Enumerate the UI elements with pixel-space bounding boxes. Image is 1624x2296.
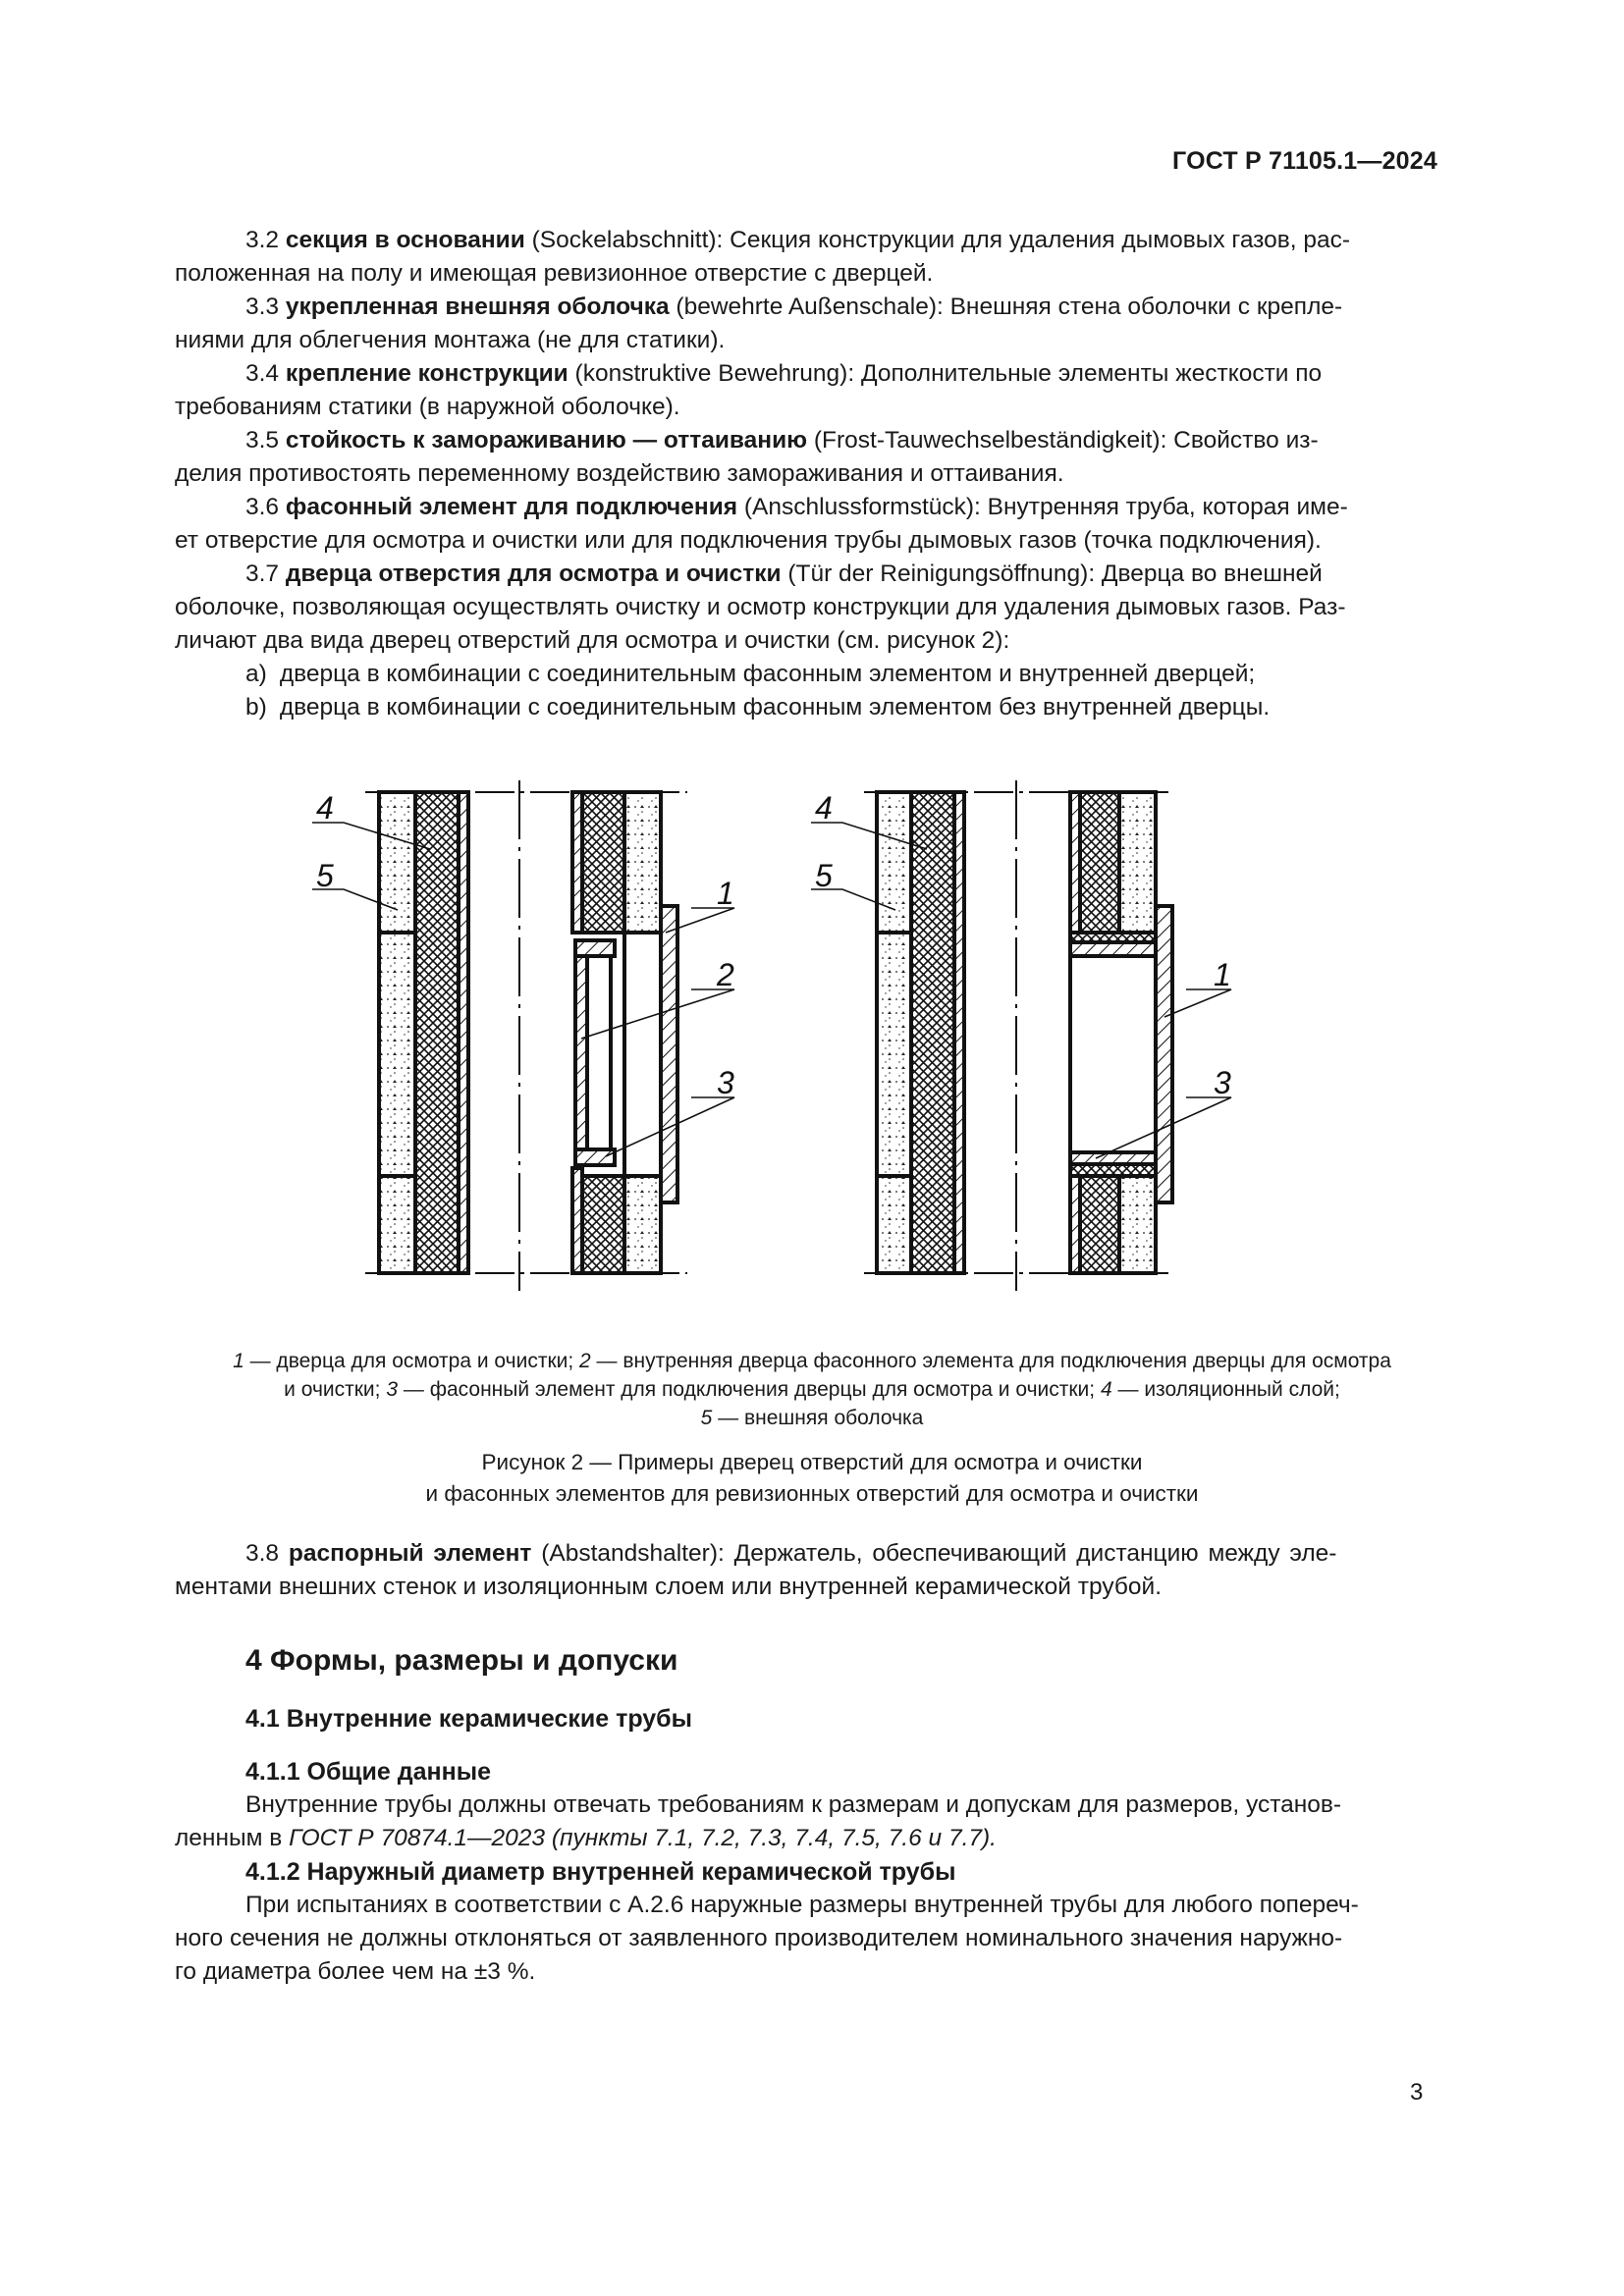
definition-3-7: 3.7 дверца отверстия для осмотра и очистки (Tür der Reinigungsöffnung): Дверца во внешней bbox=[245, 561, 1323, 587]
section-4-1-2-text-end: го диаметра более чем на ±3 %. bbox=[175, 1958, 536, 1985]
section-4-1-2-text: При испытаниях в соответствии с А.2.6 наружные размеры внутренней трубы для любого попереч- bbox=[245, 1892, 1359, 1918]
svg-text:5: 5 bbox=[316, 858, 334, 893]
section-4-heading: 4 Формы, размеры и допуски bbox=[245, 1644, 678, 1677]
svg-text:5: 5 bbox=[815, 858, 833, 893]
section-4-1-2-text-cont: ного сечения не должны отклоняться от заявленного производителем номинального значения наружно- bbox=[175, 1925, 1343, 1951]
svg-text:1: 1 bbox=[1214, 957, 1231, 992]
document-code-header: ГОСТ Р 71105.1—2024 bbox=[1172, 147, 1437, 175]
definitions-block bbox=[175, 224, 1435, 724]
definition-3-6: 3.6 фасонный элемент для подключения (Anschlussformstück): Внутренняя труба, которая име- bbox=[245, 494, 1348, 520]
drawing-a bbox=[365, 780, 687, 1291]
svg-text:3: 3 bbox=[717, 1065, 734, 1100]
svg-text:4: 4 bbox=[815, 790, 833, 826]
section-4-1-1-text-cont: ленным в ГОСТ Р 70874.1—2023 (пункты 7.1, 7.2, 7.3, 7.4, 7.5, 7.6 и 7.7). bbox=[175, 1825, 997, 1851]
drawing-b bbox=[864, 780, 1172, 1291]
definition-3-3: 3.3 укрепленная внешняя оболочка (bewehrte Außenschale): Внешняя стена оболочки с крепле- bbox=[245, 294, 1343, 320]
definition-3-5-cont: делия противостоять переменному воздействию замораживания и оттаивания. bbox=[175, 460, 1064, 487]
list-item-b: b) дверца в комбинации с соединительным фасонным элементом без внутренней дверцы. bbox=[245, 694, 1271, 721]
definition-3-4: 3.4 крепление конструкции (konstruktive Bewehrung): Дополнительные элементы жесткости по bbox=[245, 360, 1323, 387]
definition-3-4-cont: требованиям статики (в наружной оболочке). bbox=[175, 394, 680, 420]
list-item-a: a) дверца в комбинации с соединительным фасонным элементом и внутренней дверцей; bbox=[245, 661, 1256, 687]
section-4-1-2-heading: 4.1.2 Наружный диаметр внутренней керамической трубы bbox=[245, 1858, 956, 1886]
definition-3-3-cont: ниями для облегчения монтажа (не для статики). bbox=[175, 327, 726, 353]
definition-3-2: 3.2 секция в основании (Sockelabschnitt): Секция конструкции для удаления дымовых газов, рас- bbox=[245, 227, 1351, 253]
section-4-1-heading: 4.1 Внутренние керамические трубы bbox=[245, 1705, 692, 1733]
definition-3-7-cont2: личают два вида дверец отверстий для осмотра и очистки (см. рисунок 2): bbox=[175, 627, 1010, 654]
definition-3-7-cont: оболочке, позволяющая осуществлять очистку и осмотр конструкции для удаления дымовых газов. Раз- bbox=[175, 594, 1346, 620]
definition-3-2-cont: положенная на полу и имеющая ревизионное отверстие с дверцей. bbox=[175, 260, 934, 287]
page-number: 3 bbox=[1410, 2079, 1424, 2106]
definition-3-8: 3.8 распорный элемент (Abstandshalter): Держатель, обеспечивающий дистанцию между эле- bbox=[245, 1540, 1337, 1567]
definition-3-8-block bbox=[175, 1537, 1435, 1604]
svg-text:4: 4 bbox=[316, 790, 334, 826]
section-4-1-1-heading: 4.1.1 Общие данные bbox=[245, 1758, 491, 1786]
figure-caption: Рисунок 2 — Примеры дверец отверстий для осмотра и очистки и фасонных элементов для ревизионных отверстий для осмотра и очистки bbox=[425, 1450, 1199, 1506]
svg-text:2: 2 bbox=[717, 957, 734, 992]
definition-3-8-cont: ментами внешних стенок и изоляционным слоем или внутренней керамической трубой. bbox=[175, 1574, 1163, 1600]
svg-text:3: 3 bbox=[1214, 1065, 1231, 1100]
section-4 bbox=[175, 1641, 1435, 1989]
svg-text:1: 1 bbox=[717, 876, 734, 911]
section-4-1-1-text: Внутренние трубы должны отвечать требованиям к размерам и допускам для размеров, установ- bbox=[245, 1791, 1342, 1818]
definition-3-5: 3.5 стойкость к замораживанию — оттаиванию (Frost-Tauwechselbeständigkeit): Свойство из- bbox=[245, 427, 1319, 454]
definition-3-6-cont: ет отверстие для осмотра и очистки или для подключения трубы дымовых газов (точка подключения). bbox=[175, 527, 1322, 554]
figure-key: 1 — дверца для осмотра и очистки; 2 — внутренняя дверца фасонного элемента для подключения дверцы для осмотра и очистки; 3 — фасонный элемент для подключения дверцы для осмотра и очистки; 4 — изоляционный слой; 5 — внешняя оболочка bbox=[233, 1350, 1391, 1429]
figure-2-drawing bbox=[0, 775, 1624, 1325]
